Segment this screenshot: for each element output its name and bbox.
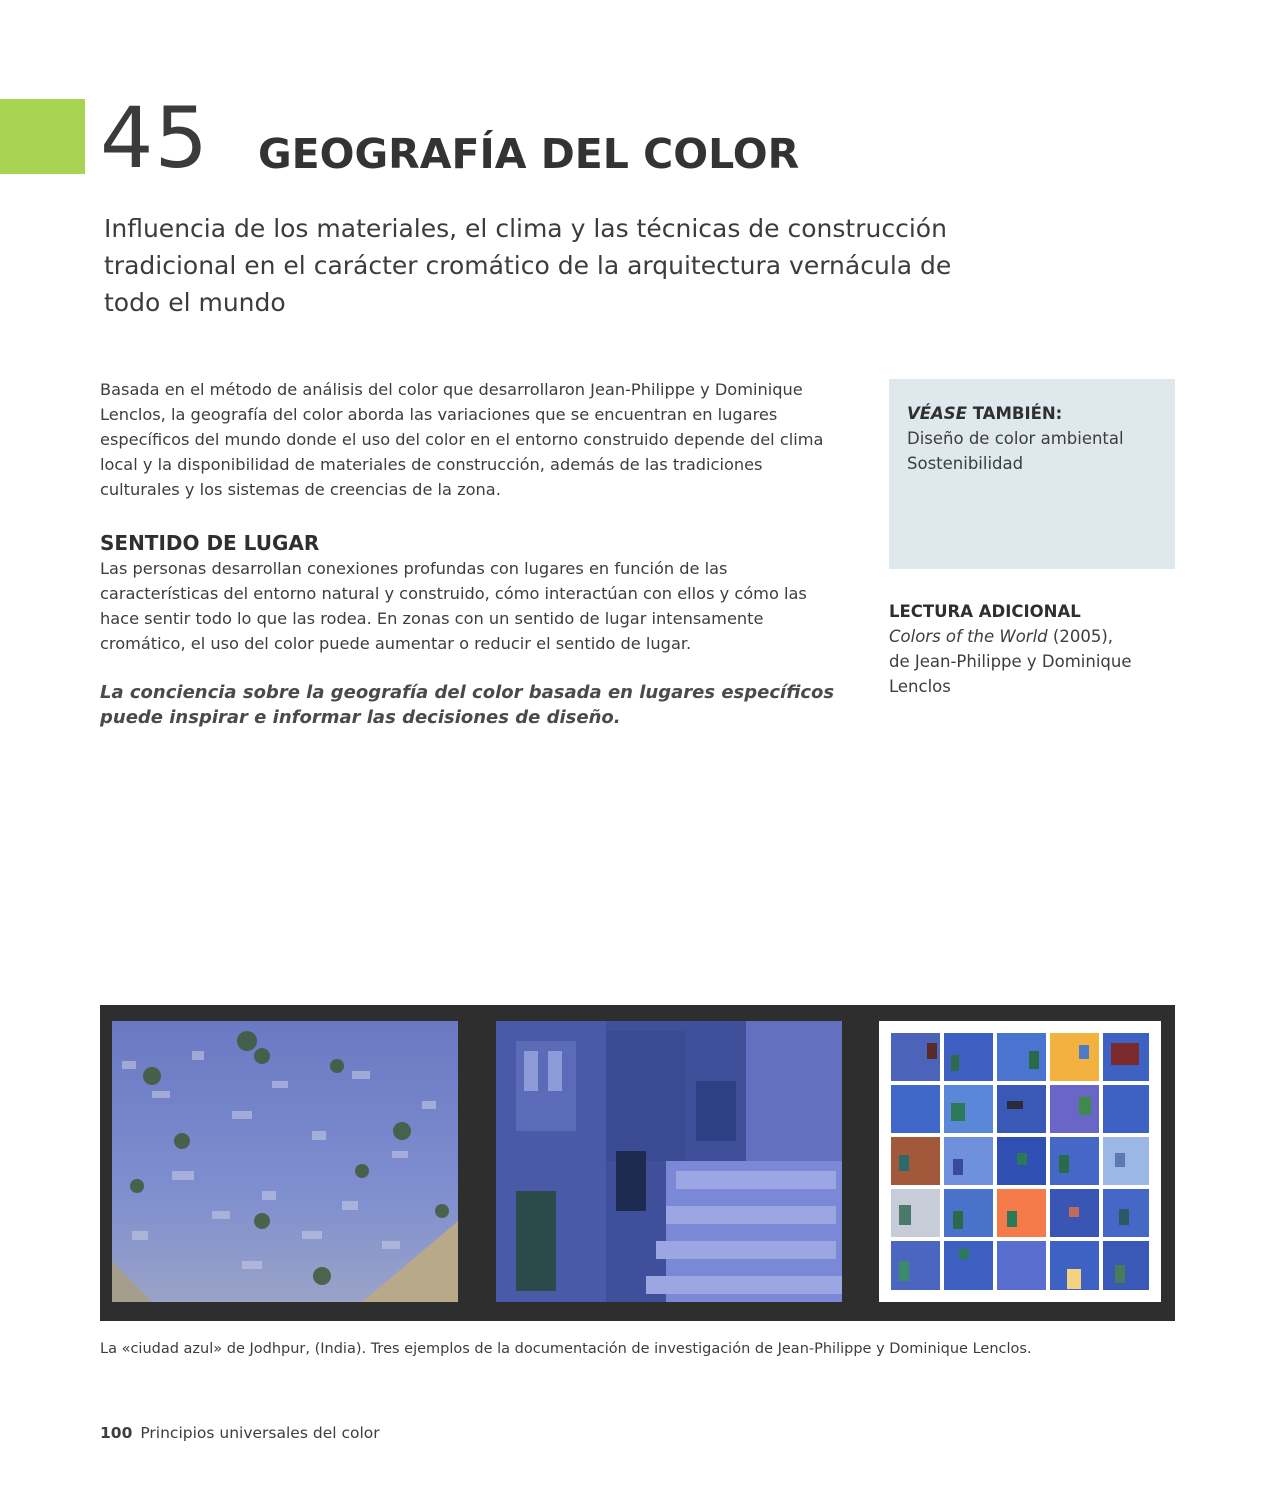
page-title: GEOGRAFÍA DEL COLOR — [258, 130, 800, 178]
jodhpur-street-photo — [496, 1021, 842, 1302]
see-also-item[interactable]: Sostenibilidad — [907, 454, 1024, 473]
jodhpur-aerial-photo — [112, 1021, 458, 1302]
page-number: 100 — [100, 1424, 133, 1442]
see-also-heading-rest: TAMBIÉN: — [966, 404, 1063, 423]
subtitle: Influencia de los materiales, el clima y las técnicas de construcción tradicional en el carácter cromático de la arquitectura vernácula de todo el mundo — [104, 214, 952, 317]
section-paragraph: Las personas desarrollan conexiones profundas con lugares en función de las características del entorno natural y construido, cómo interactúan con ellos y cómo las hace sentir todo lo que las rodea. En zonas con un sentido de lugar intensamente cromático, el uso del color puede aumentar o reducir el sentido de lugar. — [100, 559, 807, 653]
chapter-number: 45 — [100, 89, 209, 187]
book-title: Colors of the World — [889, 627, 1048, 646]
see-also-item[interactable]: Diseño de color ambiental — [907, 429, 1124, 448]
book-authors: de Jean-Philippe y Dominique Lenclos — [889, 652, 1132, 696]
running-title: Principios universales del color — [140, 1424, 380, 1442]
further-reading-citation — [889, 624, 1175, 699]
main-column — [100, 377, 845, 730]
see-also-box — [889, 379, 1175, 569]
section-heading: SENTIDO DE LUGAR — [100, 531, 320, 555]
lenclos-color-grid — [879, 1021, 1161, 1302]
page-footer — [100, 1422, 380, 1444]
book-year: (2005), — [1047, 627, 1114, 646]
further-reading-heading: LECTURA ADICIONAL — [889, 602, 1081, 621]
chapter-accent-block — [0, 99, 85, 174]
figure-caption: La «ciudad azul» de Jodhpur, (India). Tres ejemplos de la documentación de investigación de Jean-Philippe y Dominique Lenclos. — [100, 1341, 1032, 1357]
further-reading — [889, 599, 1175, 699]
photo-strip — [100, 1005, 1175, 1321]
see-also-heading — [907, 401, 1157, 426]
see-also-heading-italic: VÉASE — [907, 404, 967, 423]
callout-text: La conciencia sobre la geografía del color basada en lugares específicos puede inspirar e informar las decisiones de diseño. — [100, 682, 835, 728]
intro-paragraph: Basada en el método de análisis del color que desarrollaron Jean-Philippe y Dominique Lenclos, la geografía del color aborda las variaciones que se encuentran en lugares específicos del mundo donde el uso del color en el entorno construido depende del clima local y la disponibilidad de materiales de construcción, además de las tradiciones culturales y los sistemas de creencias de la zona. — [100, 380, 824, 499]
